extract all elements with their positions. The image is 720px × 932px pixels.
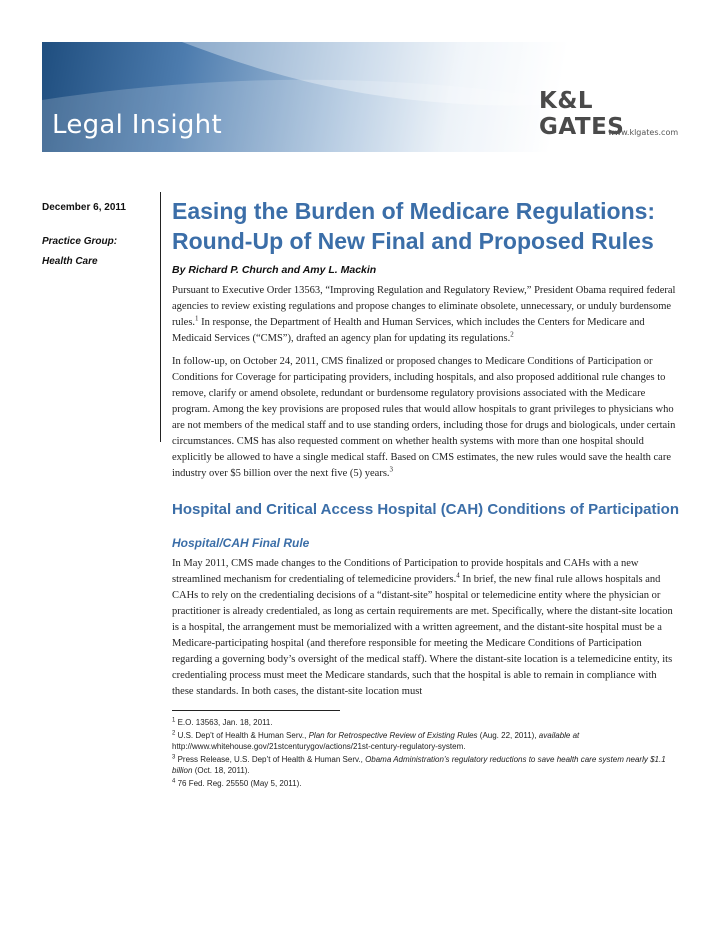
footnote-number: 3 — [172, 754, 176, 761]
footnote-text: 76 Fed. Reg. 25550 (May 5, 2011). — [175, 779, 302, 788]
footnote-ref: 1 — [195, 314, 199, 323]
footnote-2 — [172, 730, 680, 752]
footnote-url: http://www.whitehouse.gov/21stcenturygov/actions/21st-century-regulatory-system. — [172, 742, 466, 751]
section-heading: Hospital and Critical Access Hospital (CAH) Conditions of Participation — [172, 501, 680, 518]
sidebar — [42, 202, 154, 267]
paragraph-text: In brief, the new final rule allows hospitals and CAHs to rely on the credentialing decisions of a “distant-site” hospital or telemedicine entity where the physician or practitioner is already credentialed, as long as certain requirements are met. Specifically, where the distant-site location is a hospital, the arrangement must be memorialized with a written agreement, and the distant-site hospital must be a Medicare-participating hospital (and therefore responsible for meeting the Medicare Conditions of Participation regarding a governing body’s oversight of the medical staff). Where the distant-site location is a telemedicine entity, its credentialing process must meet the Medicare standards, such that the hospital is able to remain in compliance with these standards. In both cases, the distant-site location must — [172, 574, 673, 697]
paragraph-intro — [172, 283, 680, 347]
footnote-3 — [172, 754, 680, 776]
footnote-ref: 4 — [456, 571, 460, 580]
article-body — [172, 196, 680, 791]
footnote-text: U.S. Dep’t of Health & Human Serv., — [175, 731, 309, 740]
brand-title: Legal Insight — [52, 110, 222, 140]
footnote-title: Plan for Retrospective Review of Existing Rules — [308, 731, 478, 740]
paragraph-followup — [172, 354, 680, 482]
article-authors: By Richard P. Church and Amy L. Mackin — [172, 264, 377, 276]
sidebar-divider — [160, 192, 161, 442]
company-website: www.klgates.com — [608, 128, 679, 137]
footnote-text: E.O. 13563, Jan. 18, 2011. — [175, 718, 273, 727]
footnote-1 — [172, 717, 680, 728]
footnote-number: 1 — [172, 717, 176, 724]
article-title: Easing the Burden of Medicare Regulations: Round-Up of New Final and Proposed Rules — [172, 198, 656, 254]
footnote-text: (Oct. 18, 2011). — [192, 766, 250, 775]
paragraph-text: In May 2011, CMS made changes to the Conditions of Participation to provide hospitals and CAHs with a new streamlined mechanism for credentialing of telemedicine providers. — [172, 558, 639, 585]
practice-group-label: Practice Group: — [42, 236, 118, 247]
paragraph-text: In response, the Department of Health and Human Services, which includes the Centers for Medicare and Medicaid Services (“CMS”), drafted an agency plan for updating its regulations. — [172, 317, 645, 344]
header-banner — [42, 42, 681, 152]
footnote-ref: 3 — [389, 465, 394, 474]
company-logo: K&L GATES — [539, 88, 625, 140]
paragraph-text: In follow-up, on October 24, 2011, CMS finalized or proposed changes to Medicare Conditions of Participation or Conditions for Coverage for participating providers, including hospitals, and also proposed additional rule changes to remove, clarify or amend obsolete, redundant or burdensome regulatory provisions associated with the Medicare program. Among the key provisions are proposed rules that would allow hospitals to grant privileges to physicians who are not members of the medical staff and to use standing orders, including those for drugs and biologicals, under certain circumstances. CMS has also requested comment on whether health systems with more than one hospital should explicitly be allowed to have a single medical staff. Based on CMS estimates, the new rules would save the health care industry over $5 billion over the next five (5) years. — [172, 356, 676, 479]
footnote-number: 2 — [172, 730, 176, 737]
footnote-separator — [172, 710, 340, 711]
footnote-title: Obama Administration’s regulatory reductions to save health care system nearly $1.1 billion — [172, 755, 666, 775]
footnote-italic: available at — [538, 731, 580, 740]
paragraph-final-rule — [172, 556, 680, 700]
footnote-4 — [172, 778, 680, 789]
subsection-heading: Hospital/CAH Final Rule — [172, 536, 310, 550]
paragraph-text: Pursuant to Executive Order 13563, “Improving Regulation and Regulatory Review,” President Obama required federal agencies to review existing regulations and propose changes to eliminate obsolete, unnecessary, or unduly burdensome rules. — [172, 285, 676, 328]
footnote-text: Press Release, U.S. Dep’t of Health & Human Serv., — [175, 755, 366, 764]
publication-date: December 6, 2011 — [42, 202, 126, 213]
footnote-text: (Aug. 22, 2011), — [477, 731, 539, 740]
footnote-ref: 2 — [510, 330, 514, 339]
practice-group-value: Health Care — [42, 256, 98, 267]
footnote-number: 4 — [172, 778, 176, 785]
